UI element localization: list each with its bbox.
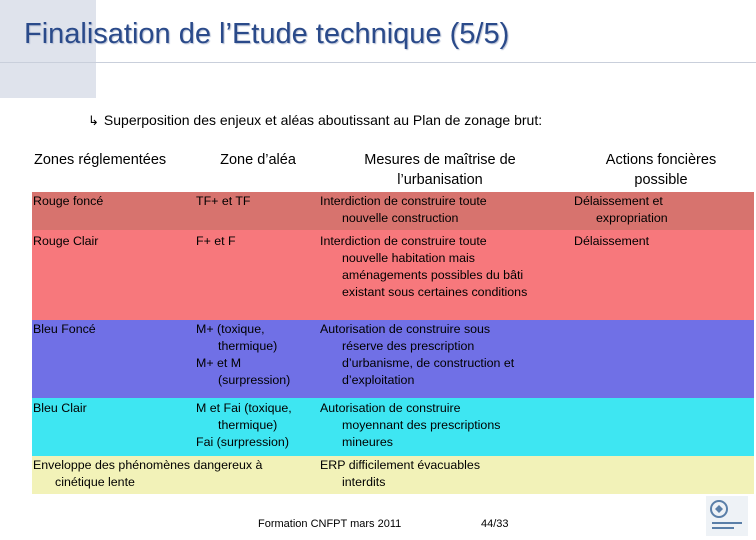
row-alea-line: F+ et F bbox=[196, 234, 236, 248]
row-mesures bbox=[320, 193, 487, 227]
row-alea bbox=[196, 400, 292, 451]
row-mesures bbox=[320, 321, 514, 389]
row-alea bbox=[196, 233, 236, 250]
row-mesures-line: mineures bbox=[342, 435, 393, 449]
row-actions-line: Délaissement et bbox=[574, 194, 663, 208]
page-title: Finalisation de l’Etude technique (5/5) bbox=[24, 18, 510, 50]
row-alea-line: thermique) bbox=[218, 339, 278, 353]
row-mesures-line: ERP difficilement évacuables bbox=[320, 458, 481, 472]
header-mesures-line: l’urbanisation bbox=[397, 172, 483, 188]
row-alea-line: M+ (toxique, bbox=[196, 322, 265, 336]
row-mesures-line: moyennant des prescriptions bbox=[342, 418, 501, 432]
row-mesures-line: Autorisation de construire sous bbox=[320, 322, 491, 336]
header-zones: Zones réglementées bbox=[34, 152, 167, 168]
row-alea bbox=[196, 321, 290, 389]
row-mesures-line: Interdiction de construire toute bbox=[320, 234, 487, 248]
page-number: 44/33 bbox=[481, 518, 509, 530]
row-zone: Bleu Clair bbox=[33, 401, 87, 415]
header-actions-line: Actions foncières bbox=[605, 152, 717, 168]
row-zone-line: cinétique lente bbox=[55, 475, 135, 489]
row-mesures bbox=[320, 400, 500, 451]
row-zone: Rouge foncé bbox=[33, 194, 104, 208]
row-mesures-line: Interdiction de construire toute bbox=[320, 194, 487, 208]
row-alea bbox=[196, 193, 251, 210]
row-zone: Bleu Foncé bbox=[33, 322, 96, 336]
header-alea: Zone d’aléa bbox=[220, 152, 296, 168]
row-zone: Rouge Clair bbox=[33, 234, 99, 248]
row-actions-line: Délaissement bbox=[574, 234, 650, 248]
title-divider bbox=[0, 62, 756, 63]
row-mesures bbox=[320, 233, 527, 301]
header-mesures-line: Mesures de maîtrise de bbox=[364, 152, 516, 168]
row-mesures bbox=[320, 457, 480, 491]
row-mesures-line: d’urbanisme, de construction et bbox=[342, 356, 515, 370]
header-actions-line: possible bbox=[634, 172, 688, 188]
row-mesures-line: nouvelle habitation mais bbox=[342, 251, 475, 265]
row-alea-line: TF+ et TF bbox=[196, 194, 251, 208]
row-alea-line: M+ et M bbox=[196, 356, 242, 370]
row-alea-line: Fai (surpression) bbox=[196, 435, 289, 449]
header-actions bbox=[568, 150, 754, 190]
row-alea-line: M et Fai (toxique, bbox=[196, 401, 292, 415]
row-zone-line: Enveloppe des phénomènes dangereux à bbox=[33, 458, 263, 472]
row-mesures-line: Autorisation de construire bbox=[320, 401, 461, 415]
bent-arrow-icon: ↳ bbox=[88, 114, 99, 129]
row-actions bbox=[574, 233, 649, 250]
row-alea-line: (surpression) bbox=[218, 373, 291, 387]
footer-text: Formation CNFPT mars 2011 bbox=[258, 518, 402, 530]
row-actions-line: expropriation bbox=[596, 211, 668, 225]
row-mesures-line: nouvelle construction bbox=[342, 211, 459, 225]
cnfpt-logo-icon bbox=[706, 496, 748, 536]
row-mesures-line: réserve des prescription bbox=[342, 339, 475, 353]
row-mesures-line: existant sous certaines conditions bbox=[342, 285, 528, 299]
row-mesures-line: d’exploitation bbox=[342, 373, 415, 387]
row-actions bbox=[574, 193, 668, 227]
row-mesures-line: interdits bbox=[342, 475, 386, 489]
header-mesures bbox=[320, 150, 560, 190]
subtitle-text: Superposition des enjeux et aléas aboutissant au Plan de zonage brut: bbox=[103, 112, 543, 128]
row-mesures-line: aménagements possibles du bâti bbox=[342, 268, 524, 282]
row-alea-line: thermique) bbox=[218, 418, 278, 432]
subtitle bbox=[88, 112, 542, 129]
row-zone bbox=[33, 457, 262, 491]
